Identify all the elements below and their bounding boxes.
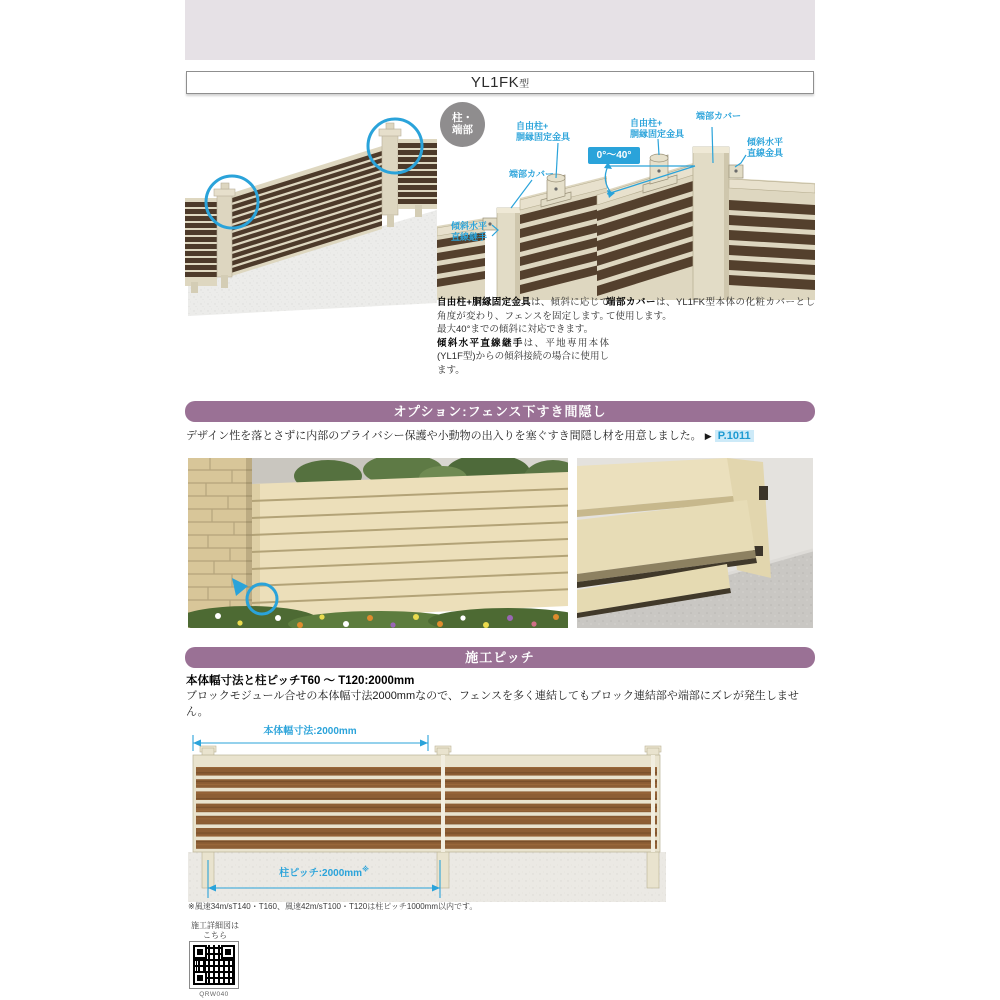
qr-code <box>189 941 239 989</box>
brick-pillar <box>188 458 252 628</box>
pitch-heading: 本体幅寸法と柱ピッチT60 ～ T120:2000mm <box>186 675 415 687</box>
qr-finder-icon <box>193 945 207 959</box>
siding-fence <box>252 472 568 620</box>
page-top-band <box>185 0 815 60</box>
fence-panel <box>193 755 660 852</box>
dimension-width <box>193 735 428 751</box>
label-free-post-bracket-right: 自由柱+ 胴縁固定金具 <box>630 118 685 139</box>
label-free-post-bracket-left: 自由柱+ 胴縁固定金具 <box>516 121 571 142</box>
label-slope-fitting-right: 傾斜水平 直線金具 <box>747 137 784 158</box>
qr-note: 施工詳細図は こちら <box>191 921 239 940</box>
term-end-cover: 端部カバー <box>606 297 656 308</box>
option-photo-closeup <box>577 458 813 628</box>
qr-finder-icon <box>221 945 235 959</box>
badge-line2: 端部 <box>452 124 473 136</box>
qr-caption: QRW040 <box>199 991 229 998</box>
label-end-cover-right: 端部カバー <box>696 111 742 121</box>
pitch-section-banner: 施工ピッチ <box>185 647 815 668</box>
term-slope-joint: 傾斜水平直線継手 <box>437 337 524 349</box>
term-free-post-bracket: 自由柱+胴縁固定金具 <box>437 297 531 308</box>
page-reference-link[interactable]: P.1011 <box>715 430 754 442</box>
qr-pattern <box>193 945 235 985</box>
wind-speed-footnote: ※風速34m/sT140・T160、風速42m/sT100・T120は柱ピッチ1000mm以内です。 <box>188 902 478 911</box>
badge-line1: 柱・ <box>452 112 473 124</box>
post-end-description-left: 自由柱+胴縁固定金具は、傾斜に応じて角度が変わり、フェンスを固定します。最大40°までの傾斜に対応できます。 傾斜水平直線継手は、平地専用本体(YL1F型)からの傾斜接続の場合に使用します。 <box>437 297 609 376</box>
dimension-width-label: 本体幅寸法:2000mm <box>263 726 357 737</box>
product-title-box <box>186 71 814 94</box>
angle-range-label: 0°～40° <box>588 147 640 164</box>
pitch-description: ブロックモジュール合せの本体幅寸法2000mmなので、フェンスを多く連結してもブロック連結部や端部にズレが発生しません。 <box>186 690 799 718</box>
page-title: YL1FK <box>470 74 520 91</box>
option-section-banner: オプション:フェンス下すき間隠し <box>185 401 815 422</box>
main-product-photo <box>185 98 437 395</box>
option-description: デザイン性を落とさずに内部のプライバシー保護や小動物の出入りを塞ぐすき間隠し材を用意しました。 ▶ P.1011 <box>186 427 815 443</box>
dimension-pitch-label: 柱ピッチ:2000mm※ <box>279 866 369 879</box>
label-end-cover-left: 端部カバー <box>509 169 555 179</box>
option-photo-garden <box>188 458 568 628</box>
page-title-suffix: 型 <box>519 79 530 90</box>
detail-diagram-right <box>585 105 815 300</box>
triangle-marker-icon: ▶ <box>704 431 712 441</box>
label-slope-joint-left: 傾斜水平 直線継手 <box>451 221 488 242</box>
post-end-description-right: 端部カバーは、YL1FK型本体の化粧カバーとして使用します。 <box>606 297 815 322</box>
qr-finder-icon <box>193 971 207 985</box>
